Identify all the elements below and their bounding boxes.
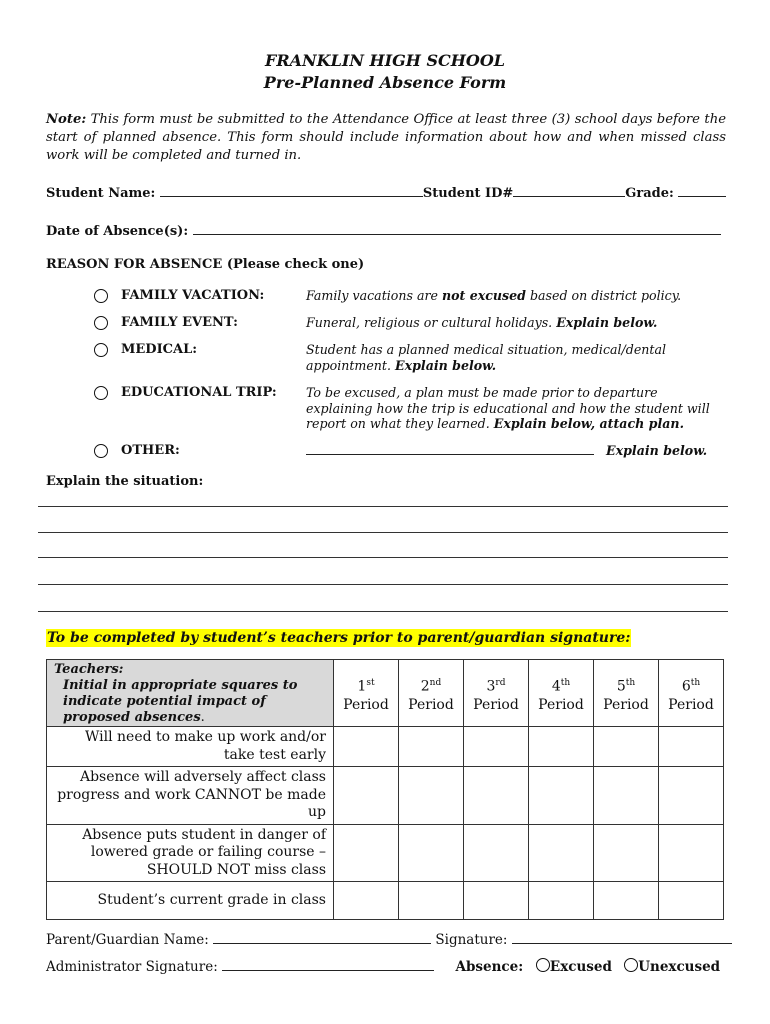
initial-cell[interactable]	[399, 882, 464, 920]
explain-line[interactable]	[38, 557, 728, 558]
initial-cell[interactable]	[334, 767, 399, 825]
desc-emphasis: Explain below.	[606, 443, 708, 458]
desc-text: Family vacations are	[306, 288, 442, 303]
initial-cell[interactable]	[464, 727, 529, 767]
family-vacation-description	[306, 288, 726, 304]
instruction-note	[46, 111, 726, 165]
period-suffix: th	[690, 678, 701, 688]
period-suffix: th	[625, 678, 636, 688]
period-word: Period	[538, 696, 584, 713]
initial-cell[interactable]	[594, 767, 659, 825]
explain-line[interactable]	[38, 532, 728, 533]
initial-cell[interactable]	[334, 824, 399, 882]
period-header-1	[334, 660, 399, 727]
grade-label: Grade:	[625, 186, 679, 201]
educational-trip-label: EDUCATIONAL TRIP:	[121, 385, 277, 400]
signature-field[interactable]	[512, 932, 732, 944]
initial-cell[interactable]	[399, 767, 464, 825]
initial-cell[interactable]	[529, 824, 594, 882]
note-label: Note:	[46, 112, 87, 127]
period-header-3	[464, 660, 529, 727]
educational-trip-radio[interactable]	[94, 386, 108, 400]
teachers-instruction-text: Initial in appropriate squares to indicate potential impact of proposed absences	[63, 678, 298, 725]
table-row	[47, 727, 724, 767]
explain-label: Explain the situation:	[46, 474, 204, 489]
period-word: Period	[668, 696, 714, 713]
period-word: Period	[473, 696, 519, 713]
table-row	[47, 882, 724, 920]
period-number: 1	[357, 678, 367, 695]
period-word: Period	[343, 696, 389, 713]
explain-line[interactable]	[38, 611, 728, 612]
teachers-instruction-cell	[47, 660, 334, 727]
initial-cell[interactable]	[659, 882, 724, 920]
period-number: 4	[551, 678, 561, 695]
parent-name-label: Parent/Guardian Name:	[46, 932, 214, 948]
other-description	[306, 443, 726, 459]
period-header-4	[529, 660, 594, 727]
admin-signature-field[interactable]	[222, 959, 434, 971]
period-word: Period	[408, 696, 454, 713]
initial-cell[interactable]	[594, 727, 659, 767]
initial-cell[interactable]	[464, 882, 529, 920]
criteria-cell: Will need to make up work and/or take test early	[47, 727, 334, 767]
excused-radio[interactable]	[536, 958, 550, 972]
reason-heading: REASON FOR ABSENCE (Please check one)	[46, 257, 365, 272]
educational-trip-description	[306, 385, 726, 432]
student-id-label: Student ID#	[422, 186, 514, 201]
absence-date-row	[46, 223, 721, 239]
initial-cell[interactable]	[464, 767, 529, 825]
table-row	[47, 824, 724, 882]
teachers-instruction-period: .	[200, 710, 205, 725]
teacher-impact-table	[46, 659, 724, 920]
other-radio[interactable]	[94, 444, 108, 458]
initial-cell[interactable]	[399, 727, 464, 767]
other-label: OTHER:	[121, 443, 180, 458]
date-of-absence-label: Date of Absence(s):	[46, 224, 193, 239]
family-event-label: FAMILY EVENT:	[121, 315, 238, 330]
period-suffix: th	[560, 678, 571, 688]
parent-name-field[interactable]	[213, 932, 431, 944]
medical-label: MEDICAL:	[121, 342, 198, 357]
signature-label: Signature:	[435, 932, 512, 948]
initial-cell[interactable]	[399, 824, 464, 882]
initial-cell[interactable]	[529, 882, 594, 920]
absence-label: Absence:	[455, 959, 528, 975]
parent-signature-row	[46, 932, 732, 948]
initial-cell[interactable]	[334, 727, 399, 767]
unexcused-label: Unexcused	[638, 959, 721, 975]
family-vacation-label: FAMILY VACATION:	[121, 288, 265, 303]
period-number: 6	[681, 678, 691, 695]
medical-description	[306, 342, 726, 373]
initial-cell[interactable]	[659, 824, 724, 882]
table-row	[47, 767, 724, 825]
teachers-heading: Teachers:	[54, 662, 124, 677]
initial-cell[interactable]	[594, 824, 659, 882]
desc-text: Funeral, religious or cultural holidays.	[306, 315, 557, 330]
period-suffix: nd	[429, 678, 442, 688]
teacher-section-banner: To be completed by student’s teachers prior to parent/guardian signature:	[47, 630, 631, 646]
initial-cell[interactable]	[464, 824, 529, 882]
form-header	[0, 50, 770, 94]
explain-line[interactable]	[38, 506, 728, 507]
desc-text: based on district policy.	[525, 288, 682, 303]
family-event-description	[306, 315, 726, 331]
initial-cell[interactable]	[529, 727, 594, 767]
medical-radio[interactable]	[94, 343, 108, 357]
initial-cell[interactable]	[659, 727, 724, 767]
desc-text: To be excused, a plan must be made prior to departure explaining how the trip is educational and how the student will report on what they learned.	[306, 385, 710, 431]
note-text: This form must be submitted to the Attendance Office at least three (3) school days before the start of planned absence. This form should include information about how and when missed class work will be completed and turned in.	[46, 112, 726, 163]
explain-line[interactable]	[38, 584, 728, 585]
period-header-6	[659, 660, 724, 727]
initial-cell[interactable]	[659, 767, 724, 825]
period-number: 5	[616, 678, 626, 695]
initial-cell[interactable]	[594, 882, 659, 920]
teachers-instruction	[47, 678, 333, 726]
criteria-cell: Absence will adversely affect class progress and work CANNOT be made up	[47, 767, 334, 825]
unexcused-radio[interactable]	[624, 958, 638, 972]
period-header-5	[594, 660, 659, 727]
desc-emphasis: Explain below.	[395, 357, 497, 373]
period-header-2	[399, 660, 464, 727]
criteria-cell: Student’s current grade in class	[47, 882, 334, 920]
admin-signature-label: Administrator Signature:	[46, 959, 223, 975]
other-reason-field[interactable]	[306, 443, 594, 455]
period-number: 2	[420, 678, 430, 695]
admin-signature-row	[46, 958, 720, 975]
period-number: 3	[486, 678, 496, 695]
desc-emphasis: Explain below.	[556, 315, 658, 330]
desc-emphasis: not excused	[441, 288, 526, 303]
desc-text: Student has a planned medical situation, medical/dental appointment.	[306, 342, 666, 373]
initial-cell[interactable]	[529, 767, 594, 825]
criteria-cell: Absence puts student in danger of lowered grade or failing course – SHOULD NOT miss class	[47, 824, 334, 882]
student-name-label: Student Name:	[46, 186, 160, 201]
student-info-row	[46, 185, 726, 201]
school-name: FRANKLIN HIGH SCHOOL	[264, 51, 505, 70]
student-name-field[interactable]	[160, 185, 423, 197]
period-suffix: st	[366, 678, 375, 688]
date-of-absence-field[interactable]	[193, 223, 721, 235]
family-vacation-radio[interactable]	[94, 289, 108, 303]
desc-emphasis: Explain below, attach plan.	[493, 416, 684, 431]
family-event-radio[interactable]	[94, 316, 108, 330]
table-header-row	[47, 660, 724, 727]
period-suffix: rd	[495, 678, 506, 688]
period-word: Period	[603, 696, 649, 713]
initial-cell[interactable]	[334, 882, 399, 920]
student-id-field[interactable]	[513, 185, 625, 197]
grade-field[interactable]	[678, 185, 726, 197]
form-title: Pre-Planned Absence Form	[263, 73, 507, 92]
excused-label: Excused	[549, 959, 612, 975]
